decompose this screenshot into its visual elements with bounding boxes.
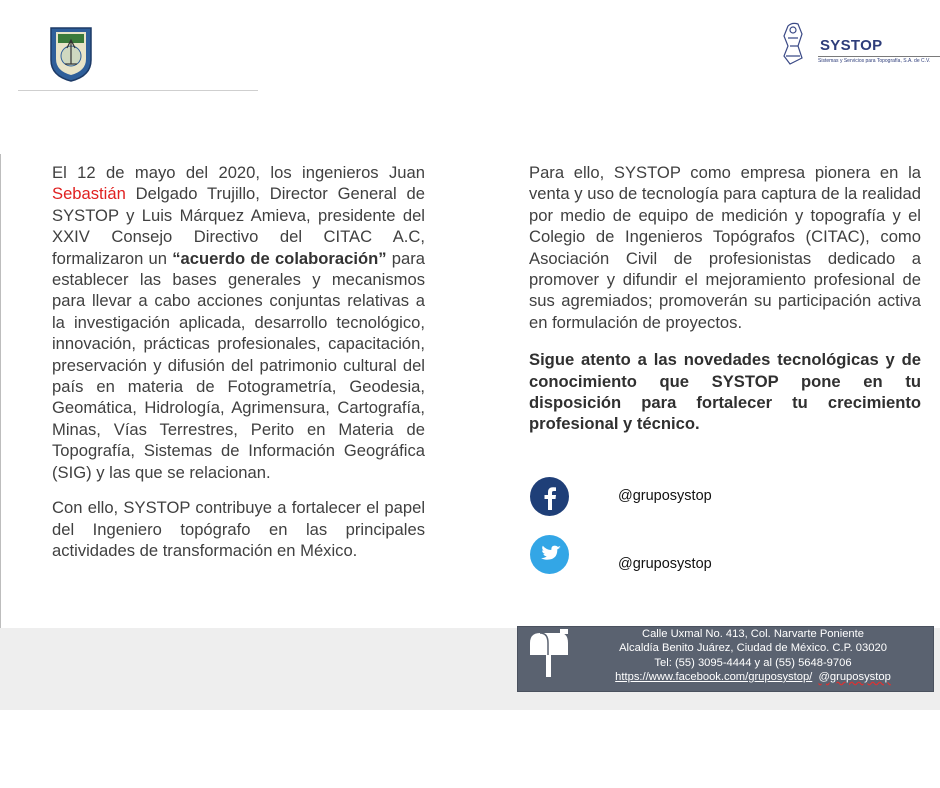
twitter-row xyxy=(530,535,569,574)
citac-crest-logo xyxy=(48,26,94,82)
facebook-icon[interactable] xyxy=(530,477,569,516)
left-column xyxy=(52,162,425,561)
twitter-handle-inline[interactable]: @gruposystop xyxy=(818,670,891,683)
twitter-icon[interactable] xyxy=(530,535,569,574)
facebook-url-link[interactable]: https://www.facebook.com/gruposystop/ xyxy=(615,670,813,683)
intro-paragraph xyxy=(52,162,425,483)
header-divider xyxy=(18,90,258,91)
intro-text-a: El 12 de mayo del 2020, los ingenieros Juan xyxy=(52,163,425,182)
intro-text-c: para establecer las bases generales y mecanismos para llevar a cabo acciones conjuntas relativas a la investigación aplicada, desarrollo tecnológico, innovación, prácticas profesionales, capacitación, preservación y difusión del patrimonio cultural del país en materia de Fotogrametría, Geodesia, Geomática, Hidrología, Agrimensura, Cartografía, Minas, Vías Terrestres, Perito en Materia de Topografía, Sistemas de Información Geográfica (SIG) y las que se relacionan. xyxy=(52,248,425,482)
logo-underline xyxy=(818,56,940,57)
purpose-paragraph: Para ello, SYSTOP como empresa pionera en la venta y uso de tecnología para captura de la realidad por medio de equipo de medición y topografía y el Colegio de Ingenieros Topógrafos (CITAC), como Asociación Civil de profesionistas dedicado a promover y difundir el mejoramiento profesional de sus agremiados; promoverán su participación activa en formulación de proyectos. xyxy=(529,163,921,332)
contact-box xyxy=(517,626,934,692)
facebook-row xyxy=(530,477,569,516)
panel-edge xyxy=(0,154,1,710)
links-line xyxy=(578,670,928,684)
highlighted-name: Sebastián xyxy=(52,184,126,204)
right-column xyxy=(529,162,921,435)
mailbox-icon xyxy=(526,629,572,679)
twitter-handle[interactable]: @gruposystop xyxy=(618,556,712,572)
facebook-handle[interactable]: @gruposystop xyxy=(618,488,712,504)
contact-details xyxy=(578,627,928,684)
intro-text-b: Delgado Trujillo, Director General de SYSTOP y Luis Márquez Amieva, presidente del XXIV Consejo Directivo del CITAC A.C, formalizaron un xyxy=(52,184,425,268)
closing-paragraph: Sigue atento a las novedades tecnológicas y de conocimiento que SYSTOP pone en tu disposición para fortalecer tu crecimiento profesional y técnico. xyxy=(529,350,921,434)
city-line: Alcaldía Benito Juárez, Ciudad de México. C.P. 03020 xyxy=(619,642,887,655)
contribution-paragraph: Con ello, SYSTOP contribuye a fortalecer el papel del Ingeniero topógrafo en las principales actividades de transformación en México. xyxy=(52,498,425,560)
address-line: Calle Uxmal No. 413, Col. Narvarte Poniente xyxy=(642,628,864,640)
phone-line: Tel: (55) 3095-4444 y al (55) 5648-9706 xyxy=(654,656,852,669)
agreement-bold-text: “acuerdo de colaboración” xyxy=(172,248,387,268)
systop-logo-text: SYSTOP xyxy=(820,37,883,54)
systop-logo-subtitle: Sistemas y Servicios para Topografía, S.A. de C.V. xyxy=(818,58,931,64)
